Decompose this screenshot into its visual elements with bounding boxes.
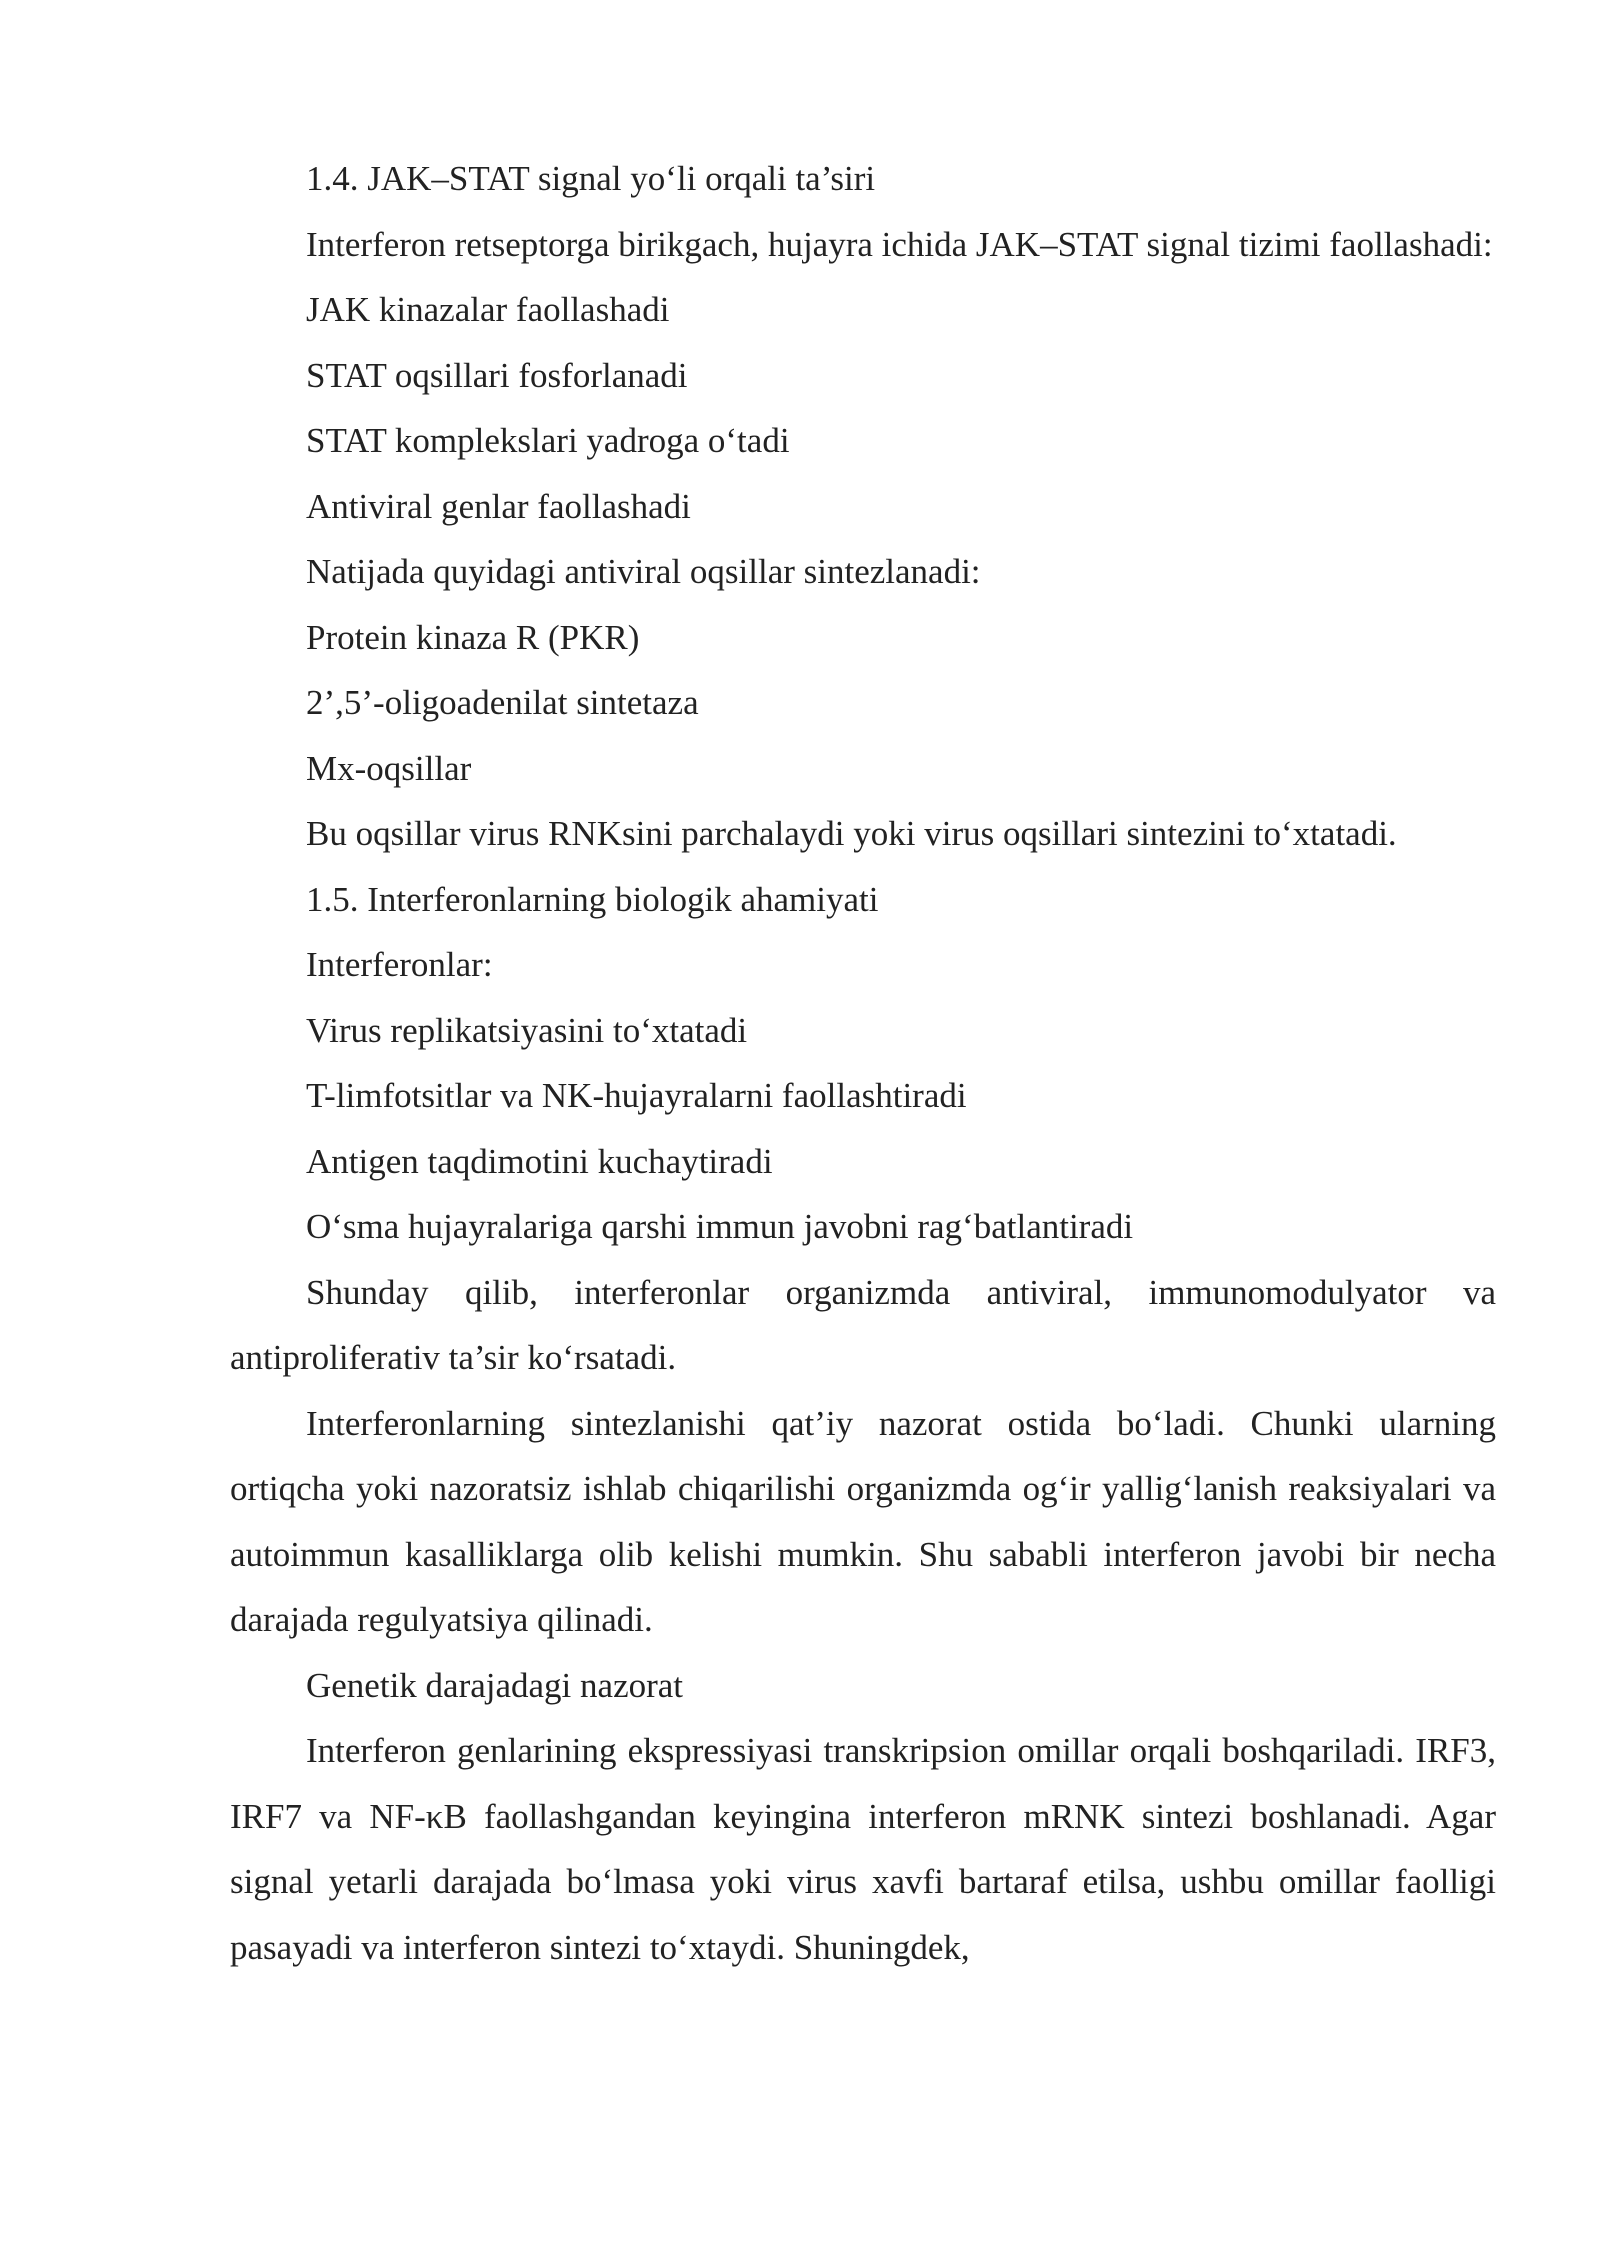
- list-item: Antiviral genlar faollashadi: [306, 486, 691, 526]
- section-heading-1-5: 1.5. Interferonlarning biologik ahamiyati: [306, 879, 879, 919]
- document-page: [230, 146, 1496, 1980]
- function-list: [230, 998, 1496, 1260]
- jak-steps-list: [230, 277, 1496, 539]
- interferons-label: Interferonlar:: [306, 945, 493, 984]
- control-paragraph: Interferonlarning sintezlanishi qat’iy nazorat ostida bo‘ladi. Chunki ularning ortiqcha yoki nazoratsiz ishlab chiqarilishi organizmda og‘ir yallig‘lanish reaksiyalari va autoimmun kasalliklarga olib kelishi mumkin. Shu sababli interferon javobi bir necha darajada regulyatsiya qilinadi.: [230, 1403, 1496, 1639]
- list-item: Virus replikatsiyasini to‘xtatadi: [306, 1010, 748, 1050]
- protein-effect: Bu oqsillar virus RNKsini parchalaydi yoki virus oqsillari sintezini to‘xtatadi.: [306, 814, 1397, 853]
- result-intro: Natijada quyidagi antiviral oqsillar sintezlanadi:: [306, 552, 981, 591]
- list-item: STAT oqsillari fosforlanadi: [306, 355, 688, 395]
- list-item: Antigen taqdimotini kuchaytiradi: [306, 1141, 773, 1181]
- list-item: JAK kinazalar faollashadi: [306, 290, 670, 329]
- list-item: 2’,5’-oligoadenilat sintetaza: [306, 683, 699, 722]
- intro-paragraph: Interferon retseptorga birikgach, hujayra ichida JAK–STAT signal tizimi faollashadi:: [306, 224, 1493, 264]
- genetic-heading: Genetik darajadagi nazorat: [306, 1665, 684, 1705]
- list-item: T-limfotsitlar va NK-hujayralarni faollashtiradi: [306, 1076, 967, 1115]
- list-item: O‘sma hujayralariga qarshi immun javobni rag‘batlantiradi: [306, 1207, 1134, 1246]
- list-item: Protein kinaza R (PKR): [306, 617, 640, 657]
- summary-paragraph: Shunday qilib, interferonlar organizmda antiviral, immunomodulyator va antiproliferativ ta’sir ko‘rsatadi.: [230, 1272, 1496, 1377]
- genetic-paragraph: Interferon genlarining ekspressiyasi transkripsion omillar orqali boshqariladi. IRF3, IRF7 va NF-κB faollashgandan keyingina interferon mRNK sintezi boshlanadi. Agar signal yetarli darajada bo‘lmasa yoki virus xavfi bartaraf etilsa, ushbu omillar faolligi pasayadi va interferon sintezi to‘xtaydi. Shuningdek,: [230, 1731, 1496, 1967]
- list-item: Mx-oqsillar: [306, 748, 472, 788]
- section-heading-1-4: 1.4. JAK–STAT signal yo‘li orqali ta’siri: [306, 159, 876, 198]
- protein-list: [230, 605, 1496, 802]
- list-item: STAT komplekslari yadroga o‘tadi: [306, 421, 790, 460]
